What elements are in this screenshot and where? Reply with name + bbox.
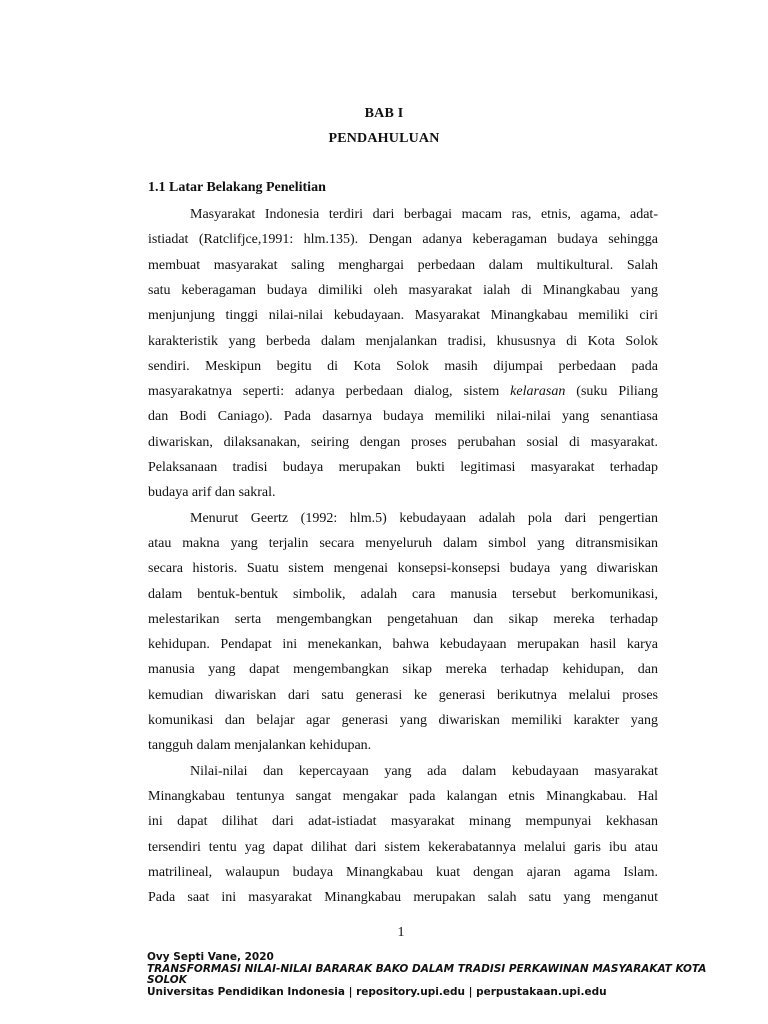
body-line: sendiri. Meskipun begitu di Kota Solok masih dijumpai perbedaan pada [148, 358, 658, 374]
body-line: tersendiri tentu yag dapat dilihat dari sistem kekerabatannya melalui garis ibu atau [148, 839, 658, 855]
body-line: masyarakatnya seperti: adanya perbedaan dialog, sistem kelarasan (suku Piliang [148, 384, 658, 400]
page-number: 1 [397, 925, 405, 940]
body-line: istiadat (Ratclifjce,1991: hlm.135). Dengan adanya keberagaman budaya sehingga [148, 232, 658, 248]
body-line: membuat masyarakat saling menghargai perbedaan dalam multikultural. Salah [148, 257, 658, 273]
body-line: ini dapat dilihat dari adat-istiadat masyarakat minang mempunyai kekhasan [148, 814, 658, 830]
body-line: Masyarakat Indonesia terdiri dari berbagai macam ras, etnis, agama, adat- [190, 207, 658, 222]
footer-institution: Universitas Pendidikan Indonesia | repository.upi.edu | perpustakaan.upi.edu [147, 985, 607, 998]
body-line: manusia yang dapat mengembangkan sikap mereka terhadap kehidupan, dan [148, 662, 658, 678]
body-line: secara historis. Suatu sistem mengenai konsepsi-konsepsi budaya yang diwariskan [148, 561, 658, 577]
footer-title-line-2: SOLOK [147, 974, 187, 986]
body-line: melestarikan serta mengembangkan pengetahuan dan sikap mereka terhadap [148, 611, 658, 627]
body-line: komunikasi dan belajar agar generasi yang diwariskan memiliki karakter yang [148, 713, 658, 728]
body-line: kemudian diwariskan dari satu generasi ke generasi berikutnya melalui proses [148, 687, 658, 703]
chapter-number: BAB I [364, 106, 404, 121]
section-heading: 1.1 Latar Belakang Penelitian [148, 180, 326, 195]
body-line: matrilineal, walaupun budaya Minangkabau kuat dengan ajaran agama Islam. [148, 864, 658, 880]
body-line: dalam bentuk-bentuk simbolik, adalah cara manusia tersebut berkomunikasi, [148, 586, 658, 602]
body-line: menjunjung tinggi nilai-nilai kebudayaan. Masyarakat Minangkabau memiliki ciri [148, 308, 658, 324]
footer-author: Ovy Septi Vane, 2020 [147, 951, 274, 963]
footer-title-line-1: TRANSFORMASI NILAI-NILAI BARARAK BAKO DALAM TRADISI PERKAWINAN MASYARAKAT KOTA [147, 962, 707, 975]
body-line: atau makna yang terjalin secara menyeluruh dalam simbol yang ditransmisikan [148, 535, 658, 551]
body-line: diwariskan, dilaksanakan, seiring dengan proses perubahan sosial di masyarakat. [148, 434, 658, 450]
body-line: tangguh dalam menjalankan kehidupan. [148, 738, 372, 754]
page-footer [147, 952, 707, 998]
body-line: dan Bodi Caniago). Pada dasarnya budaya memiliki nilai-nilai yang senantiasa [148, 409, 658, 425]
body-line: karakteristik yang berbeda dalam menjalankan tradisi, khususnya di Kota Solok [148, 333, 658, 349]
chapter-title: PENDAHULUAN [328, 131, 440, 146]
body-line: Nilai-nilai dan kepercayaan yang ada dalam kebudayaan masyarakat [190, 763, 658, 779]
body-line: satu keberagaman budaya dimiliki oleh masyarakat ialah di Minangkabau yang [148, 282, 658, 298]
body-line: Menurut Geertz (1992: hlm.5) kebudayaan adalah pola dari pengertian [190, 510, 658, 526]
body-line: Pada saat ini masyarakat Minangkabau merupakan salah satu yang menganut [148, 890, 658, 906]
body-line: Pelaksanaan tradisi budaya merupakan bukti legitimasi masyarakat terhadap [148, 460, 658, 475]
italic-term: kelarasan [510, 384, 566, 400]
body-line: Minangkabau tentunya sangat mengakar pada kalangan etnis Minangkabau. Hal [148, 788, 658, 804]
body-line: budaya arif dan sakral. [148, 485, 276, 501]
body-line: kehidupan. Pendapat ini menekankan, bahwa kebudayaan merupakan hasil karya [148, 637, 658, 653]
